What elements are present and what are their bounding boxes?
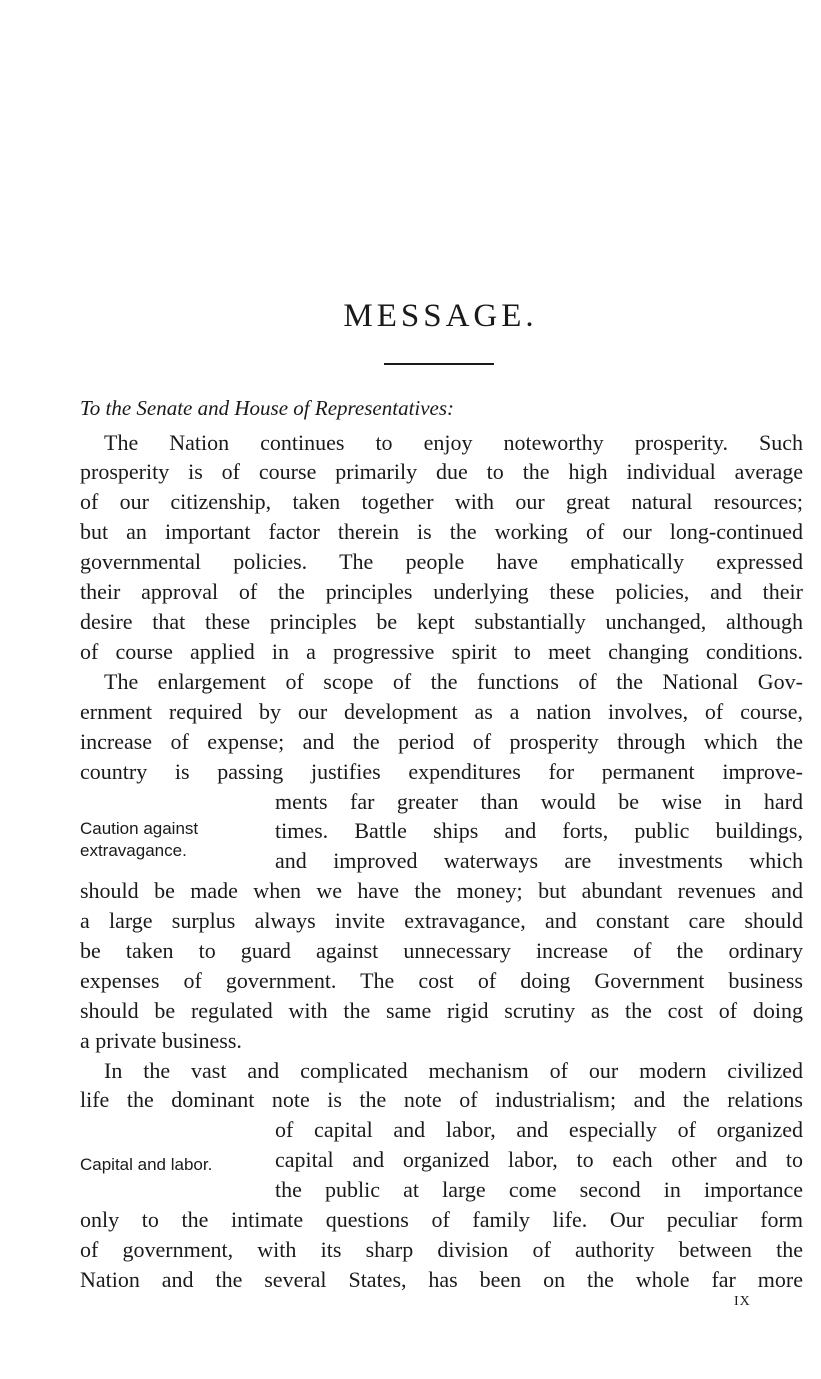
text-line: Nation and the several States, has been on the whole far more — [80, 1267, 803, 1292]
sidenote-caution — [80, 818, 198, 862]
text-line: of capital and labor, and especially of organized — [275, 1117, 803, 1142]
text-line: life the dominant note is the note of industrialism; and the relations — [80, 1087, 803, 1112]
text-line: times. Battle ships and forts, public buildings, — [275, 818, 803, 843]
text-line: a large surplus always invite extravagance, and constant care should — [80, 908, 803, 933]
text-line: the public at large come second in importance — [275, 1177, 803, 1202]
text-line: In the vast and complicated mechanism of our modern civilized — [104, 1058, 803, 1083]
text-line: of our citizenship, taken together with our great natural resources; — [80, 489, 803, 514]
text-line: should be regulated with the same rigid scrutiny as the cost of doing — [80, 998, 803, 1023]
page-number: IX — [734, 1294, 751, 1309]
text-line: prosperity is of course primarily due to the high individual average — [80, 459, 803, 484]
text-line: increase of expense; and the period of prosperity through which the — [80, 729, 803, 754]
sidenote-caution-line-2: extravagance. — [80, 841, 187, 860]
text-line: ernment required by our development as a nation involves, of course, — [80, 699, 803, 724]
text-line: The Nation continues to enjoy noteworthy prosperity. Such — [104, 430, 803, 455]
text-line: a private business. — [80, 1028, 242, 1053]
text-line: but an important factor therein is the working of our long-continued — [80, 519, 803, 544]
text-line: their approval of the principles underlying these policies, and their — [80, 579, 803, 604]
text-line: ments far greater than would be wise in hard — [275, 789, 803, 814]
salutation: To the Senate and House of Representatives: — [80, 396, 455, 420]
text-line: of government, with its sharp division of authority between the — [80, 1237, 803, 1262]
text-line: be taken to guard against unnecessary increase of the ordinary — [80, 938, 803, 963]
text-line: governmental policies. The people have emphatically expressed — [80, 549, 803, 574]
sidenote-capital-labor: Capital and labor. — [80, 1155, 213, 1174]
text-line: desire that these principles be kept substantially unchanged, although — [80, 609, 803, 634]
title-rule — [384, 363, 494, 365]
text-line: The enlargement of scope of the functions of the National Gov- — [104, 669, 803, 694]
sidenote-caution-line-1: Caution against — [80, 819, 199, 838]
text-line: and improved waterways are investments which — [275, 848, 803, 873]
text-line: only to the intimate questions of family life. Our peculiar form — [80, 1207, 803, 1232]
text-line: of course applied in a progressive spirit to meet changing conditions. — [80, 639, 803, 664]
text-line: expenses of government. The cost of doing Government business — [80, 968, 803, 993]
text-line: country is passing justifies expenditures for permanent improve- — [80, 759, 803, 784]
text-line: capital and organized labor, to each other and to — [275, 1147, 803, 1172]
page-title: MESSAGE. — [343, 298, 538, 334]
text-line: should be made when we have the money; but abundant revenues and — [80, 878, 803, 903]
